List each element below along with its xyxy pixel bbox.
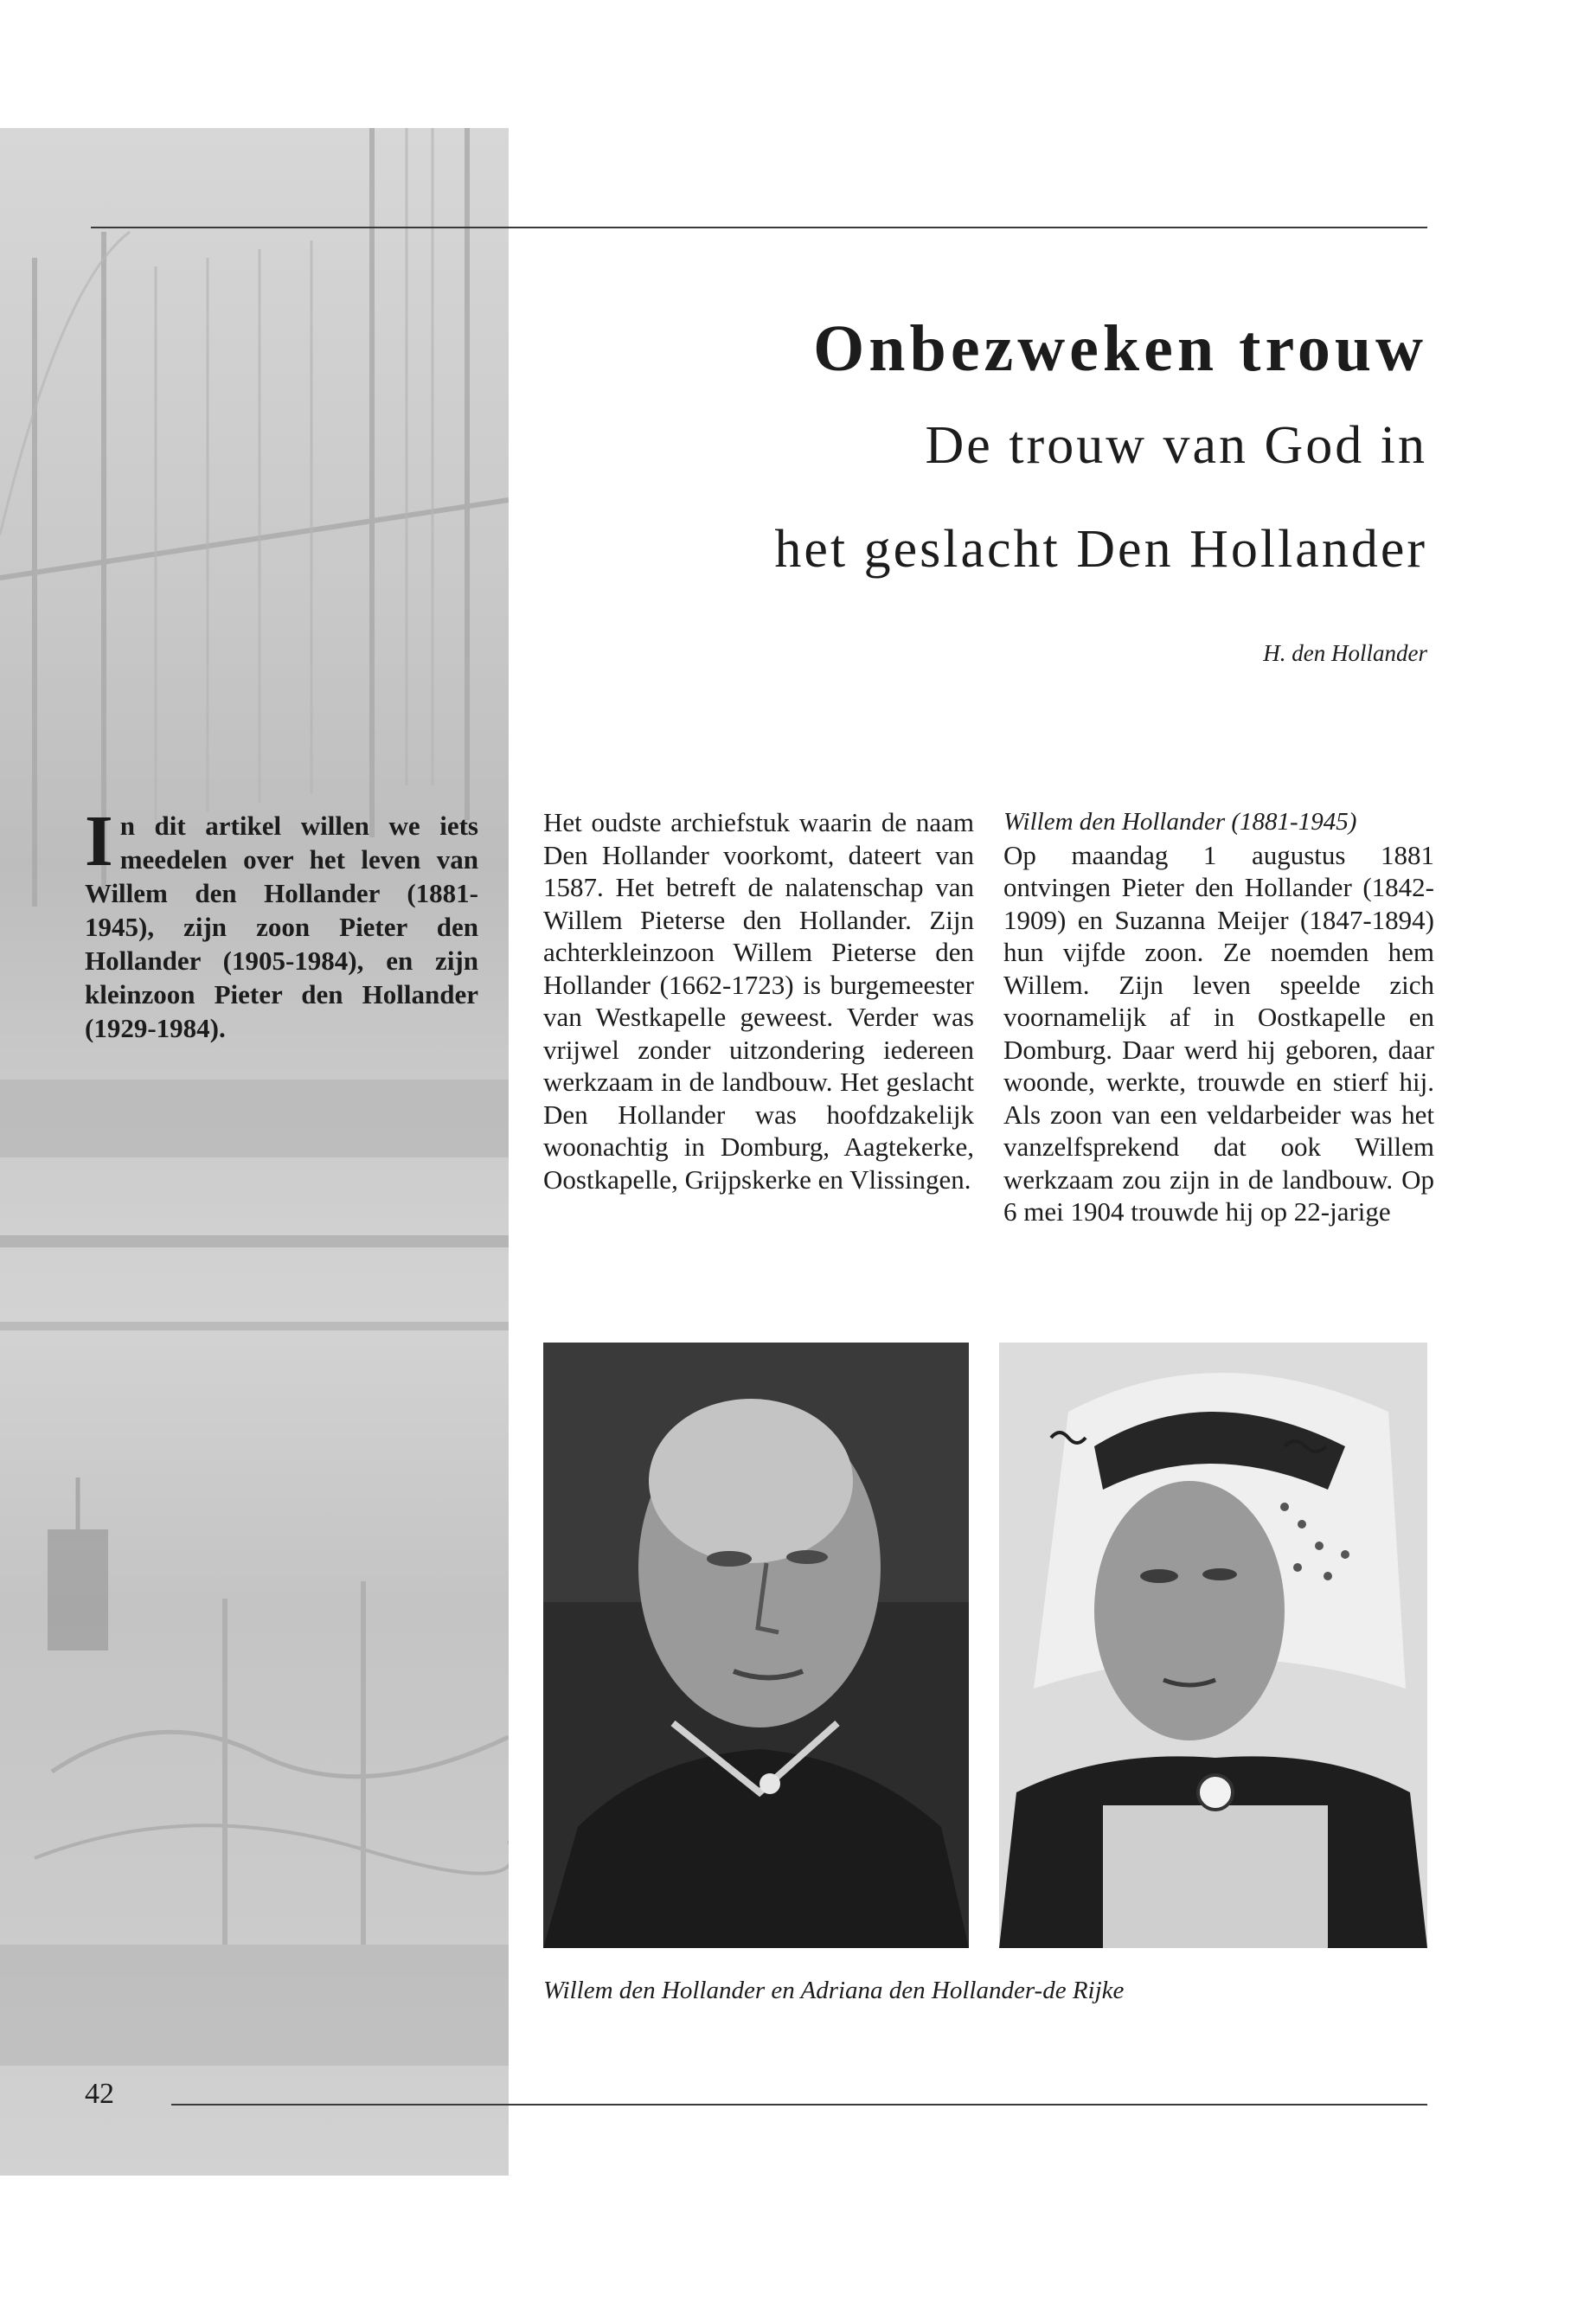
top-rule <box>91 227 1427 228</box>
body-column-1: Het oudste archiefstuk waarin de naam Den Hollander voorkomt, dateert van 1587. Het betreft de nalatenschap van Willem Pieterse den Hollander. Zijn achterkleinzoon Willem Pieterse den Hollander (1662-1723) is burgemeester van Westkapelle geweest. Verder was vrijwel zonder uitzondering iedereen werkzaam in de landbouw. Het geslacht Den Hollander was hoofdzakelijk woonachtig in Domburg, Aagtekerke, Oostkapelle, Grijpskerke en Vlissingen. <box>543 807 974 1195</box>
portrait-woman-image <box>999 1343 1427 1948</box>
bottom-rule <box>171 2104 1427 2106</box>
author-byline: H. den Hollander <box>1263 640 1427 666</box>
organ-loft-photo <box>0 128 509 2176</box>
intro-paragraph <box>85 801 478 1045</box>
photo-adriana-den-hollander-de-rijke <box>999 1343 1427 1948</box>
section-heading: Willem den Hollander (1881-1945) <box>1003 808 1357 836</box>
intro-dropcap: I <box>85 801 113 881</box>
photo-willem-den-hollander <box>543 1343 969 1948</box>
article-subtitle-line-2: het geslacht Den Hollander <box>774 520 1427 579</box>
page-number: 42 <box>85 2078 114 2110</box>
intro-text: n dit artikel willen we iets meedelen over het leven van Willem den Hollander (1881-1945), zijn zoon Pieter den Hollander (1905-1984), en zijn kleinzoon Pieter den Hollander (1929-1984). <box>85 811 478 1043</box>
background-photo-panel <box>0 128 509 2176</box>
body-column-2-text: Op maandag 1 augustus 1881 ontvingen Pieter den Hollander (1842-1909) en Suzanna Meijer (1847-1894) hun vijfde zoon. Ze noemden hem Willem. Zijn leven speelde zich voornamelijk af in Oostkapelle en Domburg. Daar werd hij geboren, daar woonde, werkte, trouwde en stierf hij. Als zoon van een veldarbeider was het vanzelfsprekend dat ook Willem werkzaam zou zijn in de landbouw. Op 6 mei 1904 trouwde hij op 22-jarige <box>1003 839 1434 1227</box>
article-title: Onbezweken trouw <box>813 312 1427 385</box>
portrait-man-image <box>543 1343 969 1948</box>
article-subtitle-line-1: De trouw van God in <box>925 416 1427 475</box>
body-column-2 <box>1003 806 1434 1228</box>
photo-caption: Willem den Hollander en Adriana den Hollander-de Rijke <box>543 1977 1125 2004</box>
